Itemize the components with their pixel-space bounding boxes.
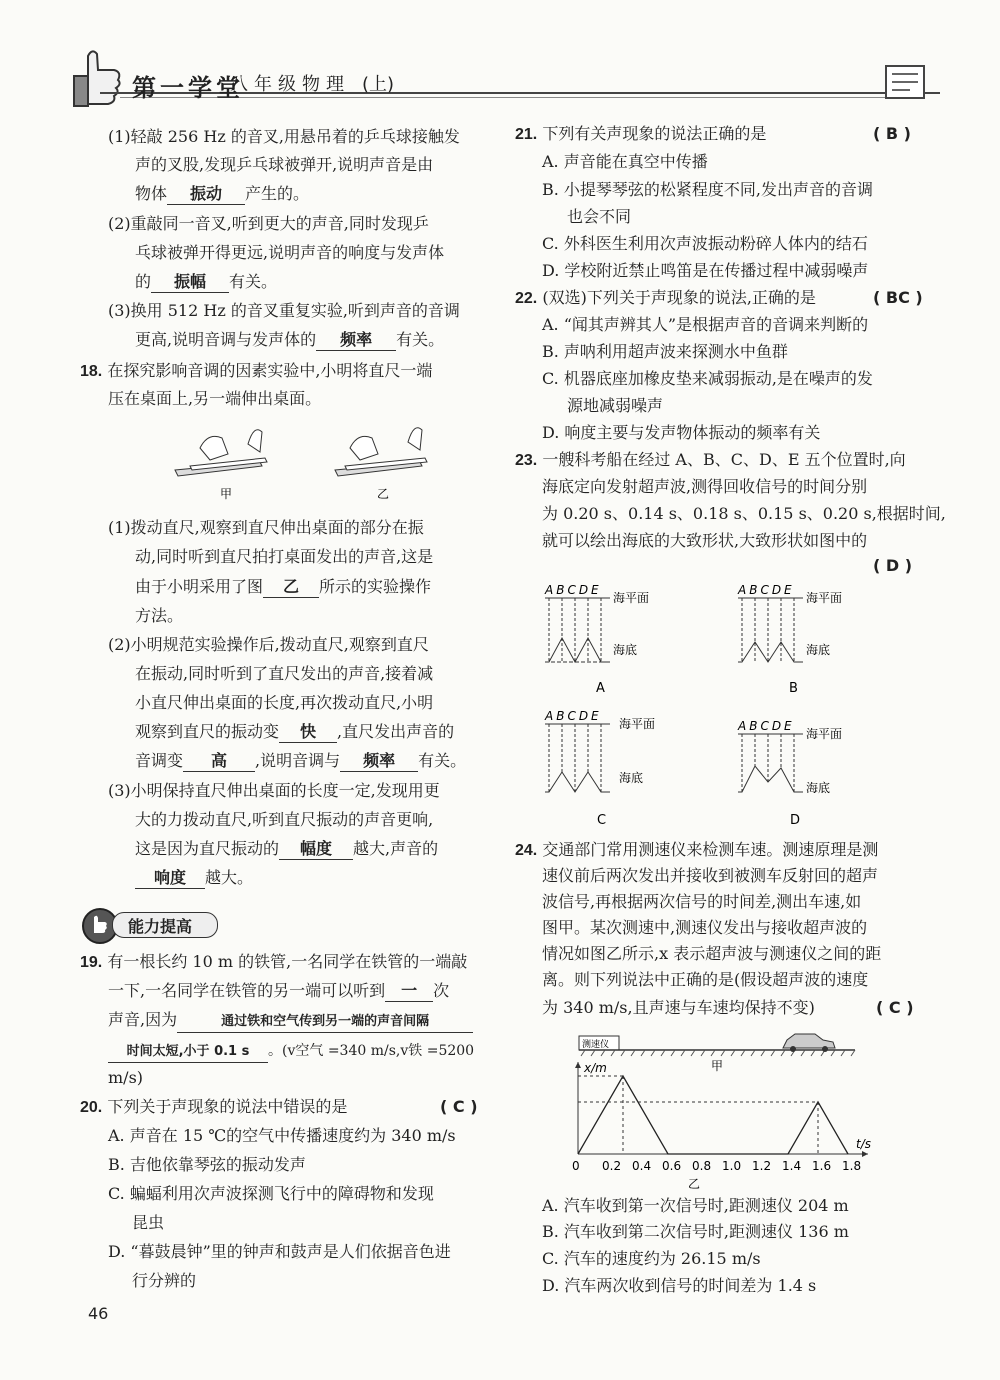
thumbs-up-icon	[88, 914, 110, 936]
x-tick-label: 0.6	[662, 1159, 682, 1173]
fig-label-jia: 甲	[711, 1059, 724, 1073]
seafloor-option-c	[544, 709, 655, 828]
seafloor-option-a	[544, 583, 649, 696]
q18-2-line3: 小直尺伸出桌面的长度,再次拨动直尺,小明	[135, 693, 434, 712]
q17-2-line3	[135, 272, 277, 293]
answer-blank: 频率	[316, 330, 396, 351]
q18-2-line2: 在振动,同时听到了直尺发出的声音,接着减	[135, 664, 434, 683]
question-number: 24.	[515, 842, 538, 859]
q18-2-line1: (2)小明规范实验操作后,拨动直尺,观察到直尺	[108, 635, 429, 654]
q17-3-line1: (3)换用 512 Hz 的音叉重复实验,听到声音的音调	[108, 301, 460, 320]
q20-opt-d: D. “暮鼓晨钟”里的钟声和鼓声是人们依据音色进	[108, 1242, 451, 1261]
question-number: 23.	[515, 452, 538, 469]
q19-line3	[108, 1010, 473, 1033]
text: 音调变	[135, 751, 184, 770]
seafloor-diagrams	[535, 578, 875, 828]
q22-opt-c: C. 机器底座加橡皮垫来减弱振动,是在噪声的发	[542, 369, 873, 388]
text: 产生的。	[245, 184, 310, 203]
q19-line1	[80, 952, 467, 973]
subject-title: 八年级物理	[230, 74, 350, 95]
answer-choice: C	[452, 1097, 465, 1116]
q24-line4: 图甲。某次测速中,测速仪发出与接收超声波的	[542, 918, 868, 937]
q23-line1	[515, 450, 906, 471]
ruler-figure-jia	[175, 430, 267, 476]
text: 越大。	[205, 868, 254, 887]
q17-1-line2: 声的叉股,发现乒乓球被弹开,说明声音是由	[135, 155, 434, 174]
answer-bracket: ( B )	[873, 124, 911, 143]
answer-blank: 振幅	[151, 272, 229, 293]
text: 所示的实验操作	[319, 577, 432, 596]
q22-opt-b: B. 声呐利用超声波来探测水中鱼群	[542, 342, 788, 361]
q20-opt-a: A. 声音在 15 ℃的空气中传播速度约为 340 m/s	[108, 1126, 456, 1145]
answer-blank: 幅度	[279, 839, 353, 860]
question-number: 22.	[515, 290, 538, 307]
q20-opt-b: B. 吉他依靠琴弦的振动发声	[108, 1155, 306, 1174]
thumbs-up-icon	[70, 46, 128, 112]
text: ,直尺发出声音的	[337, 722, 455, 741]
surface-label: 海平面	[806, 727, 843, 741]
x-tick-label: 1.8	[842, 1159, 862, 1173]
q23-line2: 海底定向发射超声波,测得回收信号的时间分别	[542, 477, 868, 496]
q21-stem	[515, 124, 935, 145]
seafloor-option-d	[737, 719, 842, 828]
points-label: ABCDE	[545, 709, 602, 723]
question-number: 21.	[515, 126, 538, 143]
q17-1-line3	[135, 184, 309, 205]
page-number: 46	[88, 1304, 109, 1323]
option-letter: B	[789, 681, 798, 696]
ruler-figure	[170, 418, 470, 500]
answer-bracket: ( D )	[873, 556, 913, 575]
question-number: 20.	[80, 1099, 103, 1116]
answer-choice: D	[885, 556, 900, 575]
answer-blank: 时间太短,小于 0.1 s	[108, 1042, 268, 1063]
text: 一下,一名同学在铁管的另一端可以听到	[108, 981, 386, 1000]
q21-opt-c: C. 外科医生利用次声波振动粉碎人体内的结石	[542, 234, 868, 253]
x-tick-label: 1.2	[752, 1159, 772, 1173]
points-label: ABCDE	[545, 583, 602, 597]
text: 声音,因为	[108, 1010, 178, 1029]
q23-line4: 就可以绘出海底的大致形状,大致形状如图中的	[542, 531, 868, 550]
q22-stem	[515, 288, 935, 309]
q24-line2: 速仪前后两次发出并接收到被测车反射回的超声	[542, 866, 879, 885]
x-axis-arrow	[862, 1151, 868, 1157]
answer-bracket: ( C )	[440, 1097, 478, 1116]
page-header	[60, 40, 940, 120]
q23-line3: 为 0.20 s、0.14 s、0.18 s、0.15 s、0.20 s,根据时间,	[542, 504, 946, 523]
y-axis-arrow	[575, 1062, 581, 1068]
q21-opt-b2: 也会不同	[567, 207, 632, 226]
q17-3-line2	[135, 330, 444, 351]
q22-opt-c2: 源地减弱噪声	[567, 396, 664, 415]
answer-choice: C	[888, 998, 901, 1017]
section-badge	[82, 906, 220, 942]
text: 更高,说明音调与发声体的	[135, 330, 317, 349]
q24-line3: 波信号,再根据两次信号的时间差,测出车速,如	[542, 892, 862, 911]
volume-label: (上)	[362, 74, 395, 95]
q20-opt-d2: 行分辨的	[132, 1271, 197, 1290]
q18-1-line1: (1)拨动直尺,观察到直尺伸出桌面的部分在振	[108, 518, 424, 537]
text: 越大,声音的	[353, 839, 439, 858]
q18-line1	[80, 361, 432, 382]
option-letter: C	[597, 813, 607, 828]
q24-line1	[515, 840, 878, 861]
q17-2-line2: 乓球被弹开得更远,说明声音的响度与发声体	[135, 243, 445, 262]
text: 这是因为直尺振动的	[135, 839, 280, 858]
x-tick-label: 0.8	[692, 1159, 712, 1173]
q19-line2	[108, 981, 449, 1002]
fig-label-jia: 甲	[220, 487, 233, 500]
answer-blank: 乙	[263, 577, 319, 598]
answer-bracket: ( C )	[876, 998, 914, 1017]
x-tick-label: 1.0	[722, 1159, 742, 1173]
q24-line6: 离。则下列说法中正确的是(假设超声波的速度	[542, 970, 869, 989]
answer-blank: 一	[385, 981, 433, 1002]
q19-line4	[108, 1040, 474, 1063]
q18-1-line4: 方法。	[135, 606, 184, 625]
text: 下列有关声现象的说法正确的是	[542, 124, 767, 143]
points-label: ABCDE	[738, 583, 795, 597]
text: 。(v空气 =340 m/s,v铁 =5200	[268, 1043, 475, 1059]
option-letter: D	[790, 813, 801, 828]
q20-stem	[80, 1097, 500, 1118]
ruler-figure-yi	[335, 428, 427, 476]
text: 次	[433, 981, 450, 1000]
points-label: ABCDE	[738, 719, 795, 733]
text: 交通部门常用测速仪来检测车速。测速原理是测	[542, 840, 879, 859]
q21-opt-b: B. 小提琴琴弦的松紧程度不同,发出声音的音调	[542, 180, 874, 199]
q20-opt-c: C. 蝙蝠利用次声波探测飞行中的障碍物和发现	[108, 1184, 434, 1203]
q24-opt-c: C. 汽车的速度约为 26.15 m/s	[542, 1249, 761, 1268]
text: 的	[135, 272, 152, 291]
answer-blank: 振动	[167, 184, 245, 205]
option-letter: A	[596, 681, 605, 696]
section-title: 能力提高	[128, 917, 193, 936]
q24-opt-a: A. 汽车收到第一次信号时,距测速仪 204 m	[542, 1196, 849, 1215]
q18-1-line2: 动,同时听到直尺拍打桌面发出的声音,这是	[135, 547, 434, 566]
q17-1-line1: (1)轻敲 256 Hz 的音叉,用悬吊着的乒乓球接触发	[108, 127, 460, 146]
device-label: 测速仪	[582, 1040, 610, 1050]
q18-3-line1: (3)小明保持直尺伸出桌面的长度一定,发现用更	[108, 781, 440, 800]
surface-label: 海平面	[613, 591, 650, 605]
brand-title: 第一学堂	[132, 74, 244, 102]
q22-opt-d: D. 响度主要与发声物体振动的频率有关	[542, 423, 821, 442]
answer-blank: 频率	[340, 751, 418, 772]
answer-bracket: ( BC )	[873, 288, 923, 307]
q18-3-line4	[135, 868, 253, 889]
q24-line7	[542, 998, 932, 1018]
q18-3-line3	[135, 839, 438, 860]
q20-opt-c2: 昆虫	[132, 1213, 165, 1232]
question-number: 19.	[80, 954, 103, 971]
bottom-label: 海底	[613, 643, 638, 657]
q17-2-line1: (2)重敲同一音叉,听到更大的声音,同时发现乒	[108, 214, 429, 233]
text: (双选)下列关于声现象的说法,正确的是	[542, 288, 816, 307]
text: 由于小明采用了图	[135, 577, 264, 596]
text: 有关。	[229, 272, 278, 291]
q24-opt-d: D. 汽车两次收到信号的时间差为 1.4 s	[542, 1276, 817, 1295]
surface-label: 海平面	[619, 717, 656, 731]
text: 有关。	[396, 330, 445, 349]
x-tick-label: 1.4	[782, 1159, 802, 1173]
answer-choice: BC	[885, 288, 910, 307]
text: 一艘科考船在经过 A、B、C、D、E 五个位置时,向	[542, 450, 906, 469]
text: 下列关于声现象的说法中错误的是	[107, 1097, 348, 1116]
bottom-label: 海底	[806, 781, 831, 795]
seafloor-option-b	[737, 583, 842, 696]
bottom-label: 海底	[619, 771, 644, 785]
q21-opt-d: D. 学校附近禁止鸣笛是在传播过程中减弱噪声	[542, 261, 869, 280]
answer-blank: 高	[183, 751, 255, 772]
text: 有一根长约 10 m 的铁管,一名同学在铁管的一端敲	[107, 952, 468, 971]
text: 观察到直尺的振动变	[135, 722, 280, 741]
series-line	[578, 1076, 848, 1154]
answer-blank: 响度	[135, 868, 205, 889]
q18-2-line5	[135, 751, 466, 772]
q18-3-line2: 大的力拨动直尺,听到直尺振动的声音更响,	[135, 810, 434, 829]
fig-label-yi: 乙	[377, 487, 390, 500]
y-axis-label: x/m	[584, 1062, 607, 1075]
q19-line5: m/s)	[108, 1068, 144, 1087]
answer-choice: B	[885, 124, 899, 143]
text: 在探究影响音调的因素实验中,小明将直尺一端	[107, 361, 433, 380]
x-tick-label: 1.6	[812, 1159, 832, 1173]
x-tick-label: 0.4	[632, 1159, 652, 1173]
notebook-icon	[880, 60, 930, 104]
x-tick-label: 0.2	[602, 1159, 622, 1173]
q22-opt-a: A. “闻其声辨其人”是根据声音的音调来判断的	[542, 315, 869, 334]
answer-blank: 通过铁和空气传到另一端的声音间隔	[177, 1012, 473, 1033]
answer-blank: 快	[279, 722, 337, 743]
q18-1-line3	[135, 577, 431, 598]
fig-label-yi: 乙	[688, 1177, 701, 1190]
q24-line5: 情况如图乙所示,x 表示超声波与测速仪之间的距	[542, 944, 882, 963]
q24-opt-b: B. 汽车收到第二次信号时,距测速仪 136 m	[542, 1222, 849, 1241]
bottom-label: 海底	[806, 643, 831, 657]
q21-opt-a: A. 声音能在真空中传播	[542, 152, 708, 171]
x-tick-label: 0	[572, 1159, 580, 1173]
text: ,说明音调与	[255, 751, 341, 770]
text: 有关。	[418, 751, 467, 770]
x-axis-label: t/s	[856, 1137, 871, 1151]
question-number: 18.	[80, 363, 103, 380]
q18-2-line4	[135, 722, 454, 743]
distance-time-chart	[565, 1062, 895, 1190]
surface-label: 海平面	[806, 591, 843, 605]
text: 物体	[135, 184, 168, 203]
text: 为 340 m/s,且声速与车速均保持不变)	[542, 998, 815, 1017]
q18-line2: 压在桌面上,另一端伸出桌面。	[108, 389, 322, 408]
